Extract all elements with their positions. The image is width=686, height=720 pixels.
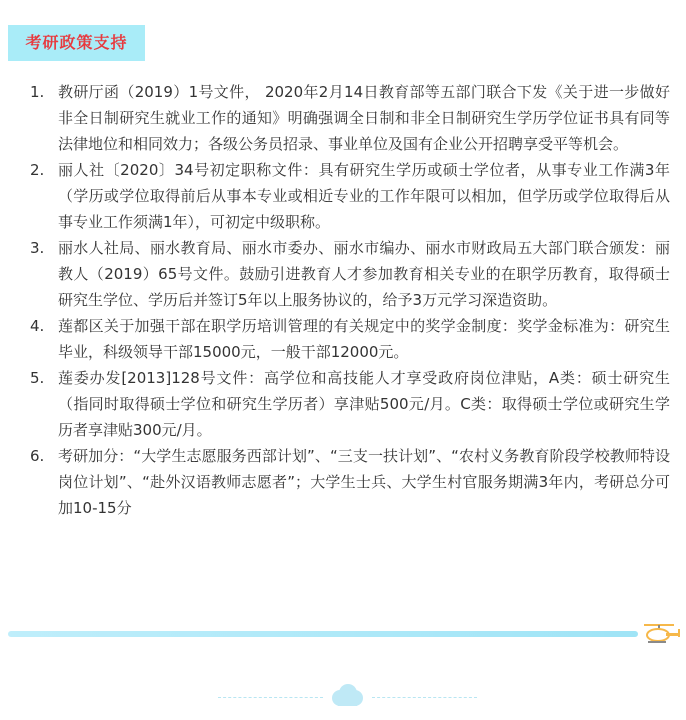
section-title: 考研政策支持: [25, 33, 128, 52]
policy-number: 2.: [30, 161, 45, 179]
policy-item: [30, 365, 670, 443]
policy-text: 莲都区关于加强干部在职学历培训管理的有关规定中的奖学金制度：奖学金标准为：研究生毕业，科级领导干部15000元，一般干部12000元。: [58, 317, 670, 361]
policy-number: 3.: [30, 239, 45, 257]
policy-list: [30, 79, 670, 521]
policy-number: 1.: [30, 83, 45, 101]
policy-text: 莲委办发[2013]128号文件：高学位和高技能人才享受政府岗位津贴，A类：硕士研究生（指同时取得硕士学位和研究生学历者）享津贴500元/月。C类：取得硕士学位或研究生学历者享津贴300元/月。: [58, 369, 670, 439]
policy-item: [30, 235, 670, 313]
policy-number: 6.: [30, 447, 45, 465]
policy-item: [30, 79, 670, 157]
policy-text: 考研加分：“大学生志愿服务西部计划”、“三支一扶计划”、“农村义务教育阶段学校教师特设岗位计划”、“赴外汉语教师志愿者”；大学生士兵、大学生村官服务期满3年内，考研总分可加10-15分: [58, 447, 670, 517]
cloud-icon: [328, 682, 366, 710]
policy-number: 4.: [30, 317, 45, 335]
policy-text: 丽人社〔2020〕34号初定职称文件：具有研究生学历或硕士学位者，从事专业工作满3年（学历或学位取得前后从事本专业或相近专业的工作年限可以相加，但学历或学位取得后从事专业工作须满1年），可初定中级职称。: [58, 161, 670, 231]
policy-item: [30, 443, 670, 521]
policy-number: 5.: [30, 369, 45, 387]
policy-item: [30, 313, 670, 365]
bottom-divider-left: [218, 697, 323, 698]
helicopter-icon: [638, 622, 684, 644]
policy-text: 教研厅函（2019）1号文件， 2020年2月14日教育部等五部门联合下发《关于进一步做好非全日制研究生就业工作的通知》明确强调全日制和非全日制研究生学历学位证书具有同等法律地位和相同效力；各级公务员招录、事业单位及国有企业公开招聘享受平等机会。: [58, 83, 670, 153]
policy-item: [30, 157, 670, 235]
footer-divider-line: [8, 631, 638, 637]
bottom-divider-right: [372, 697, 477, 698]
policy-text: 丽水人社局、丽水教育局、丽水市委办、丽水市编办、丽水市财政局五大部门联合颁发：丽教人（2019）65号文件。鼓励引进教育人才参加教育相关专业的在职学历教育，取得硕士研究生学位、学历后并签订5年以上服务协议的，给予3万元学习深造资助。: [58, 239, 670, 309]
section-header-badge: [8, 25, 145, 61]
